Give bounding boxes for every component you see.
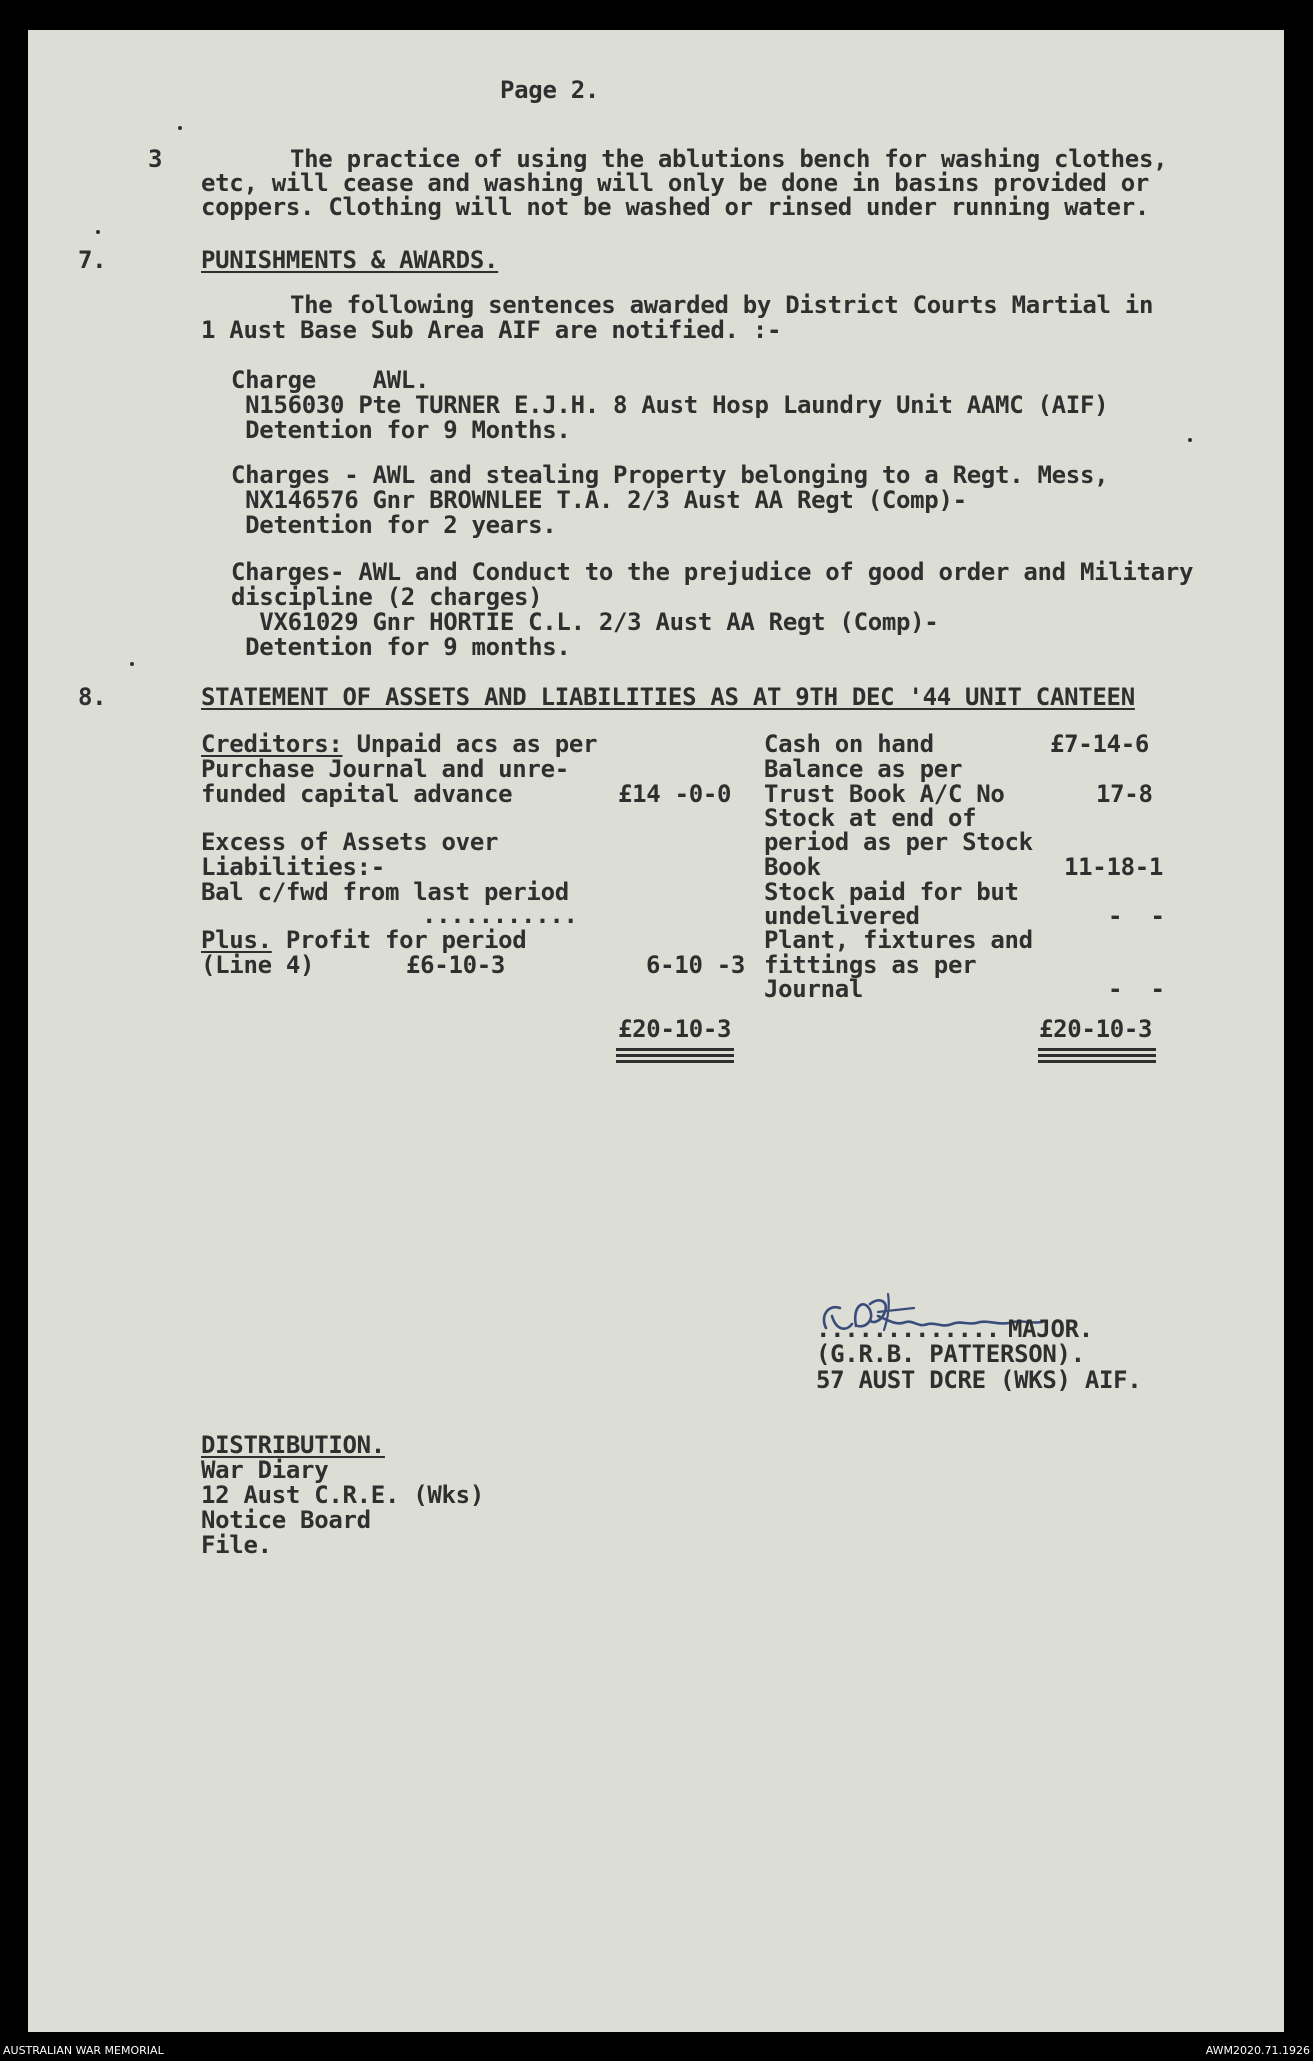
distribution-item: 12 Aust C.R.E. (Wks) <box>201 1481 484 1509</box>
charge-line: N156030 Pte TURNER E.J.H. 8 Aust Hosp Laundry Unit AAMC (AIF) <box>231 391 1109 419</box>
section-number: 7. <box>78 246 107 274</box>
ledger-amount: £7-14-6 <box>1050 730 1150 758</box>
signature-unit: 57 AUST DCRE (WKS) AIF. <box>816 1366 1142 1394</box>
signature-rank: MAJOR. <box>1008 1315 1093 1343</box>
charge-line: Charges - AWL and stealing Property belonging to a Regt. Mess, <box>231 461 1109 489</box>
footer-reference: AWM2020.71.1926 <box>1205 2044 1310 2057</box>
total-rule <box>616 1054 734 1057</box>
ledger-line: Balance as per <box>764 755 963 783</box>
charge-line: VX61029 Gnr HORTIE C.L. 2/3 Aust AA Regt (Comp)- <box>231 608 939 636</box>
total-rule <box>1038 1048 1156 1051</box>
paragraph-line: The following sentences awarded by District Courts Martial in <box>290 291 1154 319</box>
ledger-line: Stock paid for but <box>764 878 1019 906</box>
charge-line: Charges- AWL and Conduct to the prejudice of good order and Military <box>231 558 1194 586</box>
ledger-amount: - - <box>1108 975 1165 1003</box>
ledger-line: Liabilities:- <box>201 853 385 881</box>
ledger-line: Purchase Journal and unre- <box>201 755 569 783</box>
footer-credit: AUSTRALIAN WAR MEMORIAL <box>3 2044 164 2057</box>
charge-line: Detention for 2 years. <box>231 511 557 539</box>
creditors-label: Creditors: <box>201 730 343 758</box>
charge-line: Detention for 9 Months. <box>231 416 571 444</box>
ledger-amount: 17-8 <box>1096 780 1153 808</box>
ledger-amount: - - <box>1108 902 1165 930</box>
ledger-amount: 6-10 -3 <box>646 951 746 979</box>
ledger-line: undelivered <box>764 902 920 930</box>
plus-text: Profit for period <box>271 926 527 954</box>
ledger-line <box>201 928 526 953</box>
ledger-line: Journal <box>764 975 864 1003</box>
ink-speck <box>1188 438 1192 442</box>
paragraph-line: etc, will cease and washing will only be done in basins provided or <box>201 169 1149 197</box>
page-number: Page 2. <box>500 76 600 104</box>
document-page <box>28 30 1284 2032</box>
distribution-item: War Diary <box>201 1456 329 1484</box>
ledger-line: period as per Stock <box>764 828 1033 856</box>
section-heading: STATEMENT OF ASSETS AND LIABILITIES AS AT 9TH DEC '44 UNIT CANTEEN <box>201 683 1135 711</box>
signature-name: (G.R.B. PATTERSON). <box>816 1340 1085 1368</box>
ink-speck <box>178 126 182 130</box>
ledger-line: Stock at end of <box>764 804 977 832</box>
ink-speck <box>130 662 134 666</box>
total-rule <box>1038 1054 1156 1057</box>
ledger-amount: £14 -0-0 <box>618 780 732 808</box>
ledger-dots: ........... <box>422 901 578 929</box>
ledger-line: Plant, fixtures and <box>764 926 1033 954</box>
ledger-line: funded capital advance <box>201 780 513 808</box>
section-number: 8. <box>78 683 107 711</box>
ink-speck <box>96 230 100 234</box>
plus-label: Plus. <box>201 926 272 954</box>
ledger-line: fittings as per <box>764 951 977 979</box>
distribution-item: Notice Board <box>201 1506 371 1534</box>
charge-line: discipline (2 charges) <box>231 583 543 611</box>
liabilities-total: £20-10-3 <box>618 1015 732 1043</box>
distribution-item: File. <box>201 1531 272 1559</box>
section-heading: PUNISHMENTS & AWARDS. <box>201 246 499 274</box>
assets-total: £20-10-3 <box>1039 1015 1153 1043</box>
charge-line: NX146576 Gnr BROWNLEE T.A. 2/3 Aust AA Regt (Comp)- <box>231 486 967 514</box>
ledger-line <box>201 732 597 757</box>
paragraph-line: The practice of using the ablutions bench for washing clothes, <box>290 145 1168 173</box>
ledger-amount: £6-10-3 <box>406 951 506 979</box>
ledger-line: Trust Book A/C No <box>764 780 1005 808</box>
total-rule <box>616 1060 734 1063</box>
paragraph-line: 1 Aust Base Sub Area AIF are notified. :- <box>201 316 782 344</box>
ledger-line: Cash on hand <box>764 730 934 758</box>
charge-line: Charge AWL. <box>231 366 430 394</box>
charge-line: Detention for 9 months. <box>231 633 571 661</box>
paragraph-line: coppers. Clothing will not be washed or rinsed under running water. <box>201 193 1149 221</box>
total-rule <box>616 1048 734 1051</box>
ledger-line: Book <box>764 853 821 881</box>
creditors-text: Unpaid acs as per <box>342 730 598 758</box>
ledger-line: (Line 4) <box>201 951 315 979</box>
signature-dots: ............. <box>816 1315 1000 1343</box>
ledger-line: Excess of Assets over <box>201 828 499 856</box>
paragraph-number: 3 <box>148 145 163 173</box>
ledger-amount: 11-18-1 <box>1064 853 1164 881</box>
distribution-heading: DISTRIBUTION. <box>201 1431 385 1459</box>
total-rule <box>1038 1060 1156 1063</box>
ledger-line: Bal c/fwd from last period <box>201 878 569 906</box>
